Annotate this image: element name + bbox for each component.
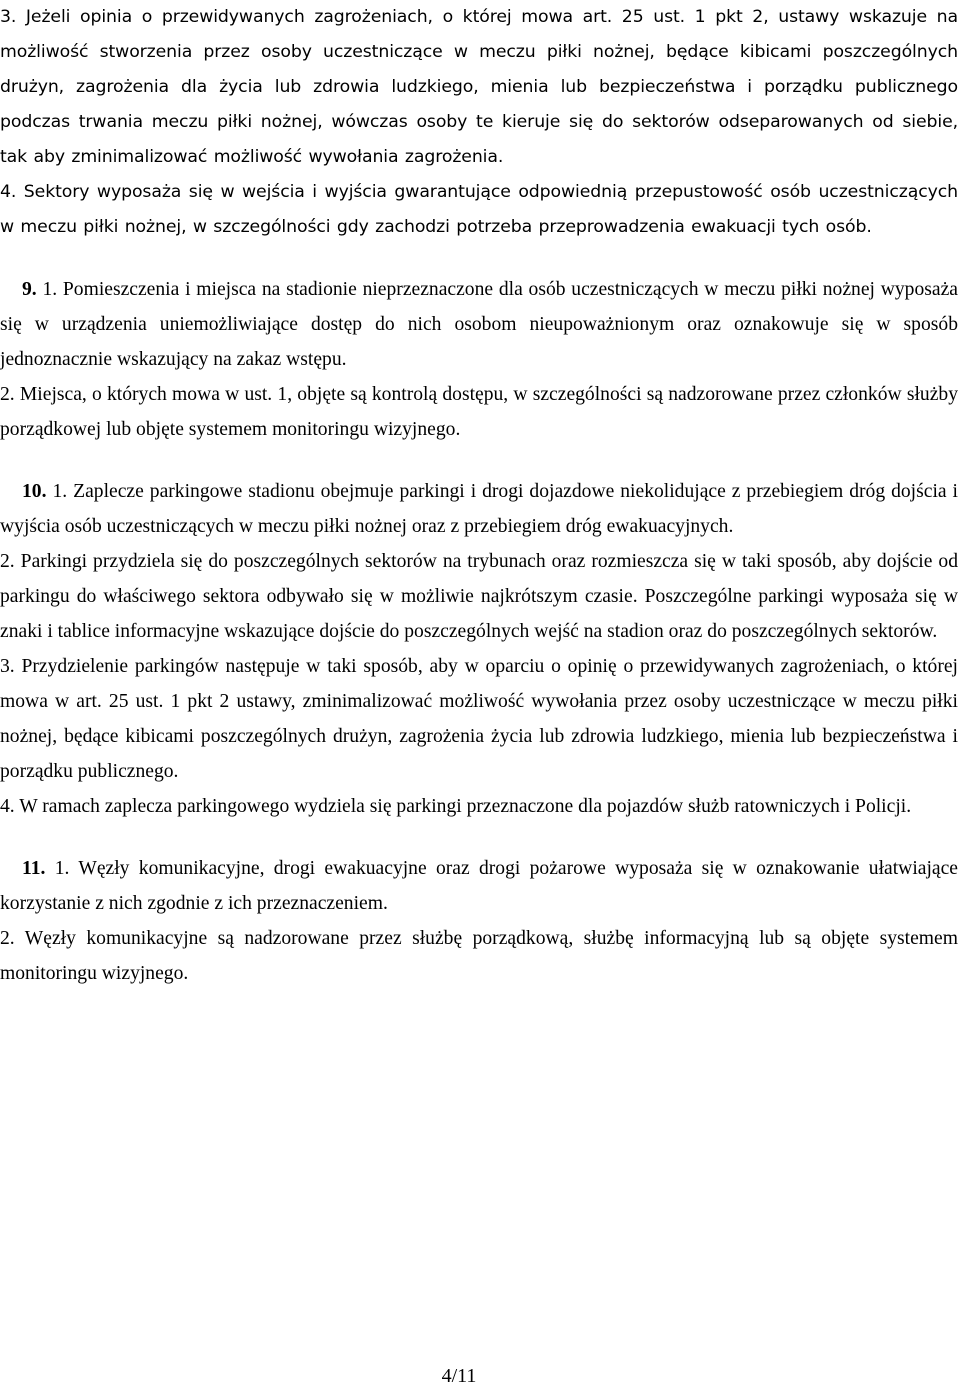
paragraph-3: 3. Jeżeli opinia o przewidywanych zagrożeniach, o której mowa art. 25 ust. 1 pkt 2, ustawy wskazuje na możliwość stworzenia przez osoby uczestniczące w meczu piłki nożnej, będące kibicami poszczególnych drużyn, zagrożenia dla życia lub zdrowia ludzkiego, mienia lub bezpieczeństwa i porządku publicznego podczas trwania meczu piłki nożnej, wówczas osoby te kieruje się do sektorów odseparowanych od siebie, tak aby zminimalizować możliwość wywołania zagrożenia. — [0, 7, 958, 167]
page-number: 4/11 — [441, 1365, 477, 1387]
section-gap — [0, 824, 958, 851]
section-11-paragraph-2: 2. Węzły komunikacyjne są nadzorowane przez służbę porządkową, służbę informacyjną lub są objęte systemem monitoringu wizyjnego. — [0, 928, 958, 984]
section-10-paragraph-2: 2. Parkingi przydziela się do poszczególnych sektorów na trybunach oraz rozmieszcza się w taki sposób, aby dojście od parkingu do właściwego sektora odbywało się w możliwie najkrótszym czasie. Poszczególne parkingi wyposaża się w znaki i tablice informacyjne wskazujące dojście do poszczególnych wejść na stadion oraz do poszczególnych sektorów. — [0, 551, 958, 642]
section-10-paragraph-4: 4. W ramach zaplecza parkingowego wydziela się parkingi przeznaczone dla pojazdów służb ratowniczych i Policji. — [0, 796, 912, 817]
section-10-number: 10. — [22, 481, 47, 502]
section-gap — [0, 245, 958, 272]
section-gap — [0, 447, 958, 474]
section-10-paragraph-3: 3. Przydzielenie parkingów następuje w taki sposób, aby w oparciu o opinię o przewidywanych zagrożeniach, o której mowa w art. 25 ust. 1 pkt 2 ustawy, zminimalizować możliwość wywołania przez osoby uczestniczące w meczu piłki nożnej, będące kibicami poszczególnych drużyn, zagrożenia życia lub zdrowia ludzkiego, mienia lub bezpieczeństwa i porządku publicznego. — [0, 656, 958, 782]
section-11-number: 11. — [22, 858, 46, 879]
section-11-text-1: 1. Węzły komunikacyjne, drogi ewakuacyjne oraz drogi pożarowe wyposaża się w oznakowanie ułatwiające korzystanie z nich zgodnie z ich przeznaczeniem. — [0, 858, 958, 914]
paragraph-4: 4. Sektory wyposaża się w wejścia i wyjścia gwarantujące odpowiednią przepustowość osób uczestniczących w meczu piłki nożnej, w szczególności gdy zachodzi potrzeba przeprowadzenia ewakuacji tych osób. — [0, 182, 958, 237]
section-9-paragraph-1 — [0, 272, 958, 377]
section-11-paragraph-1 — [0, 851, 958, 921]
section-9-text-1: 1. Pomieszczenia i miejsca na stadionie nieprzeznaczone dla osób uczestniczących w meczu piłki nożnej wyposaża się w urządzenia uniemożliwiające dostęp do nich osobom nieupoważnionym oraz oznakowuje się w sposób jednoznacznie wskazujący na zakaz wstępu. — [0, 279, 958, 370]
page-footer — [0, 1364, 958, 1388]
section-9-paragraph-2: 2. Miejsca, o których mowa w ust. 1, objęte są kontrolą dostępu, w szczególności są nadzorowane przez członków służby porządkowej lub objęte systemem monitoringu wizyjnego. — [0, 384, 958, 440]
section-9-number: 9. — [22, 279, 37, 300]
section-10-text-1: 1. Zaplecze parkingowe stadionu obejmuje parkingi i drogi dojazdowe niekolidujące z przebiegiem dróg dojścia i wyjścia osób uczestniczących w meczu piłki nożnej oraz z przebiegiem dróg ewakuacyjnych. — [0, 481, 958, 537]
section-10-paragraph-1 — [0, 474, 958, 544]
